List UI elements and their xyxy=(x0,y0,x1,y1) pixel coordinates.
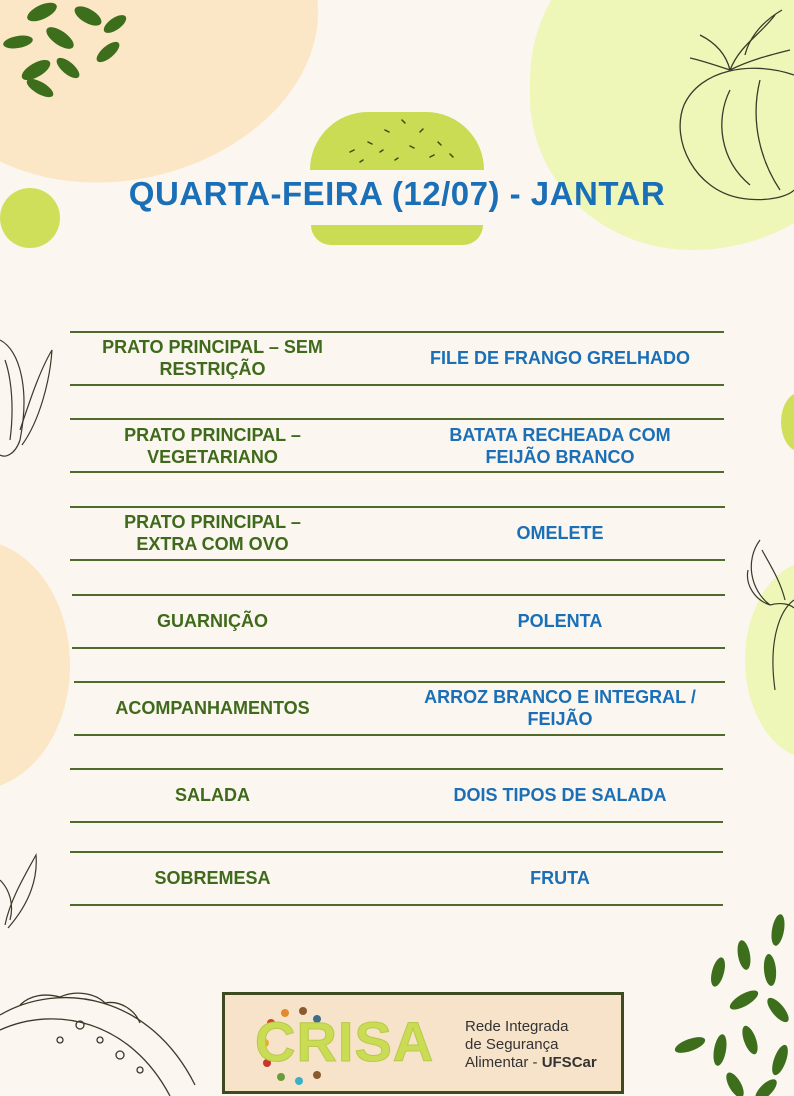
menu-item-label xyxy=(75,421,350,471)
lettuce-icon xyxy=(0,850,40,930)
menu-item-label-line: PRATO PRINCIPAL – xyxy=(124,425,301,445)
table-divider xyxy=(72,647,725,649)
logo-tagline: Alimentar - UFSCar xyxy=(465,1054,597,1071)
menu-item-value xyxy=(400,421,720,471)
table-divider xyxy=(70,418,724,420)
menu-item-label-line: VEGETARIANO xyxy=(147,447,278,467)
menu-item-value-line: ARROZ BRANCO E INTEGRAL / xyxy=(424,687,696,707)
logo-tagline: de Segurança xyxy=(465,1036,559,1053)
menu-item-label-line: SOBREMESA xyxy=(154,868,271,888)
menu-item-value-line: POLENTA xyxy=(517,611,603,631)
leaf-icon xyxy=(0,0,140,100)
carrot-icon xyxy=(740,530,794,700)
menu-item-value xyxy=(400,508,720,558)
menu-item-value-line: FEIJÃO xyxy=(527,709,593,729)
menu-item-value xyxy=(400,853,720,903)
menu-item-value-line: FEIJÃO BRANCO xyxy=(485,447,635,467)
table-divider xyxy=(74,734,725,736)
table-divider xyxy=(70,904,723,906)
menu-item-label-line: GUARNIÇÃO xyxy=(157,611,268,631)
background-blob xyxy=(0,540,70,790)
table-divider xyxy=(70,559,725,561)
menu-item-label xyxy=(75,596,350,646)
menu-item-value xyxy=(400,333,720,383)
menu-item-label-line: ACOMPANHAMENTOS xyxy=(115,698,310,718)
menu-item-label xyxy=(75,508,350,558)
lettuce-icon xyxy=(0,330,60,460)
menu-item-label xyxy=(75,853,350,903)
menu-item-value-line: BATATA RECHEADA COM xyxy=(449,425,671,445)
menu-item-label xyxy=(75,770,350,820)
bun-icon xyxy=(310,112,484,170)
page-title: QUARTA-FEIRA (12/07) - JANTAR xyxy=(128,175,666,212)
taco-icon xyxy=(0,985,200,1096)
table-divider xyxy=(70,821,723,823)
menu-item-value xyxy=(400,683,720,733)
menu-item-value xyxy=(400,596,720,646)
menu-item-value xyxy=(400,770,720,820)
menu-item-label-line: RESTRIÇÃO xyxy=(159,359,266,379)
decorative-dot xyxy=(781,392,794,452)
menu-item-label-line: SALADA xyxy=(175,785,250,805)
menu-item-label xyxy=(75,333,350,383)
menu-item-label-line: EXTRA COM OVO xyxy=(136,534,289,554)
logo-tagline: Rede Integrada xyxy=(465,1018,569,1035)
menu-item-label-line: PRATO PRINCIPAL – SEM xyxy=(102,337,323,357)
menu-item-value-line: FILE DE FRANGO GRELHADO xyxy=(430,348,690,368)
table-divider xyxy=(70,471,724,473)
bun-bottom xyxy=(311,225,483,245)
leaf-icon xyxy=(670,910,794,1096)
menu-item-value-line: FRUTA xyxy=(530,868,590,888)
menu-item-value-line: OMELETE xyxy=(516,523,604,543)
crisa-logo xyxy=(222,992,624,1094)
menu-item-label-line: PRATO PRINCIPAL – xyxy=(124,512,301,532)
menu-item-label xyxy=(75,683,350,733)
table-divider xyxy=(70,384,724,386)
menu-item-value-line: DOIS TIPOS DE SALADA xyxy=(453,785,667,805)
logo-wordmark: CRISA xyxy=(255,1010,435,1073)
